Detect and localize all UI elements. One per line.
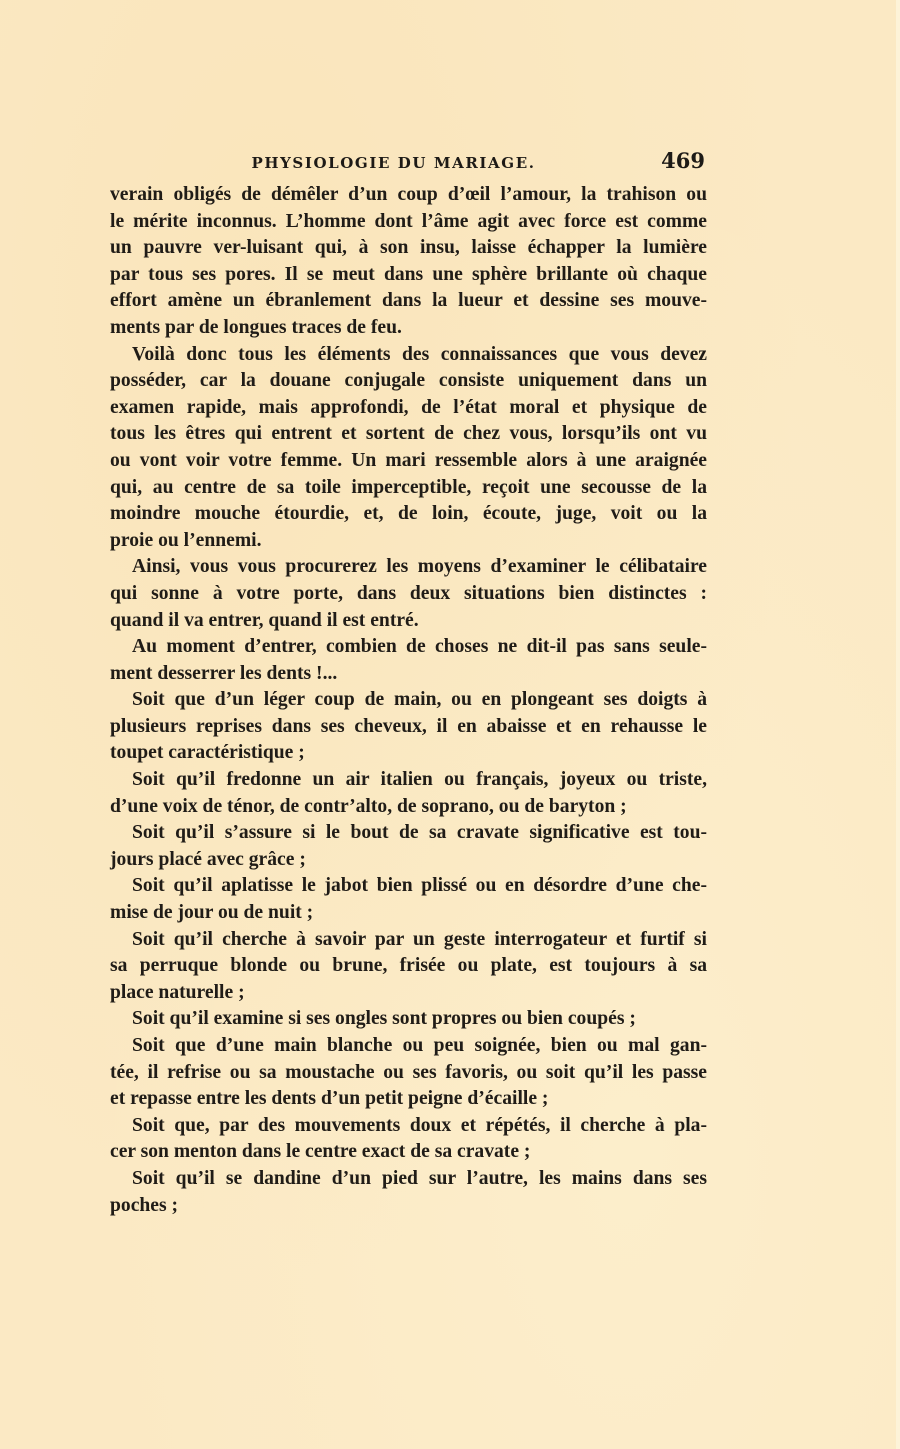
text-line: Au moment d’entrer, combien de choses ne dit-il pas sans seule- bbox=[132, 636, 707, 658]
text-line: sa perruque blonde ou brune, frisée ou plate, est toujours à sa bbox=[110, 955, 707, 977]
text-line: le mérite inconnus. L’homme dont l’âme agit avec force est comme bbox=[110, 210, 707, 232]
page-edge bbox=[896, 0, 900, 1449]
paragraph bbox=[110, 687, 707, 767]
paragraph bbox=[110, 1113, 707, 1166]
paragraph bbox=[110, 820, 707, 873]
running-title: PHYSIOLOGIE DU MARIAGE. bbox=[251, 154, 536, 172]
text-line: Soit qu’il cherche à savoir par un geste interrogateur et furtif si bbox=[132, 928, 707, 950]
text-line: place naturelle ; bbox=[110, 981, 245, 1003]
paragraph bbox=[110, 927, 707, 1007]
body-text bbox=[110, 182, 707, 1219]
text-line: quand il va entrer, quand il est entré. bbox=[110, 609, 419, 631]
text-line: un pauvre ver-luisant qui, à son insu, laisse échapper la lumière bbox=[110, 237, 707, 259]
text-line: mise de jour ou de nuit ; bbox=[110, 902, 314, 924]
text-line: Ainsi, vous vous procurerez les moyens d’examiner le célibataire bbox=[132, 556, 707, 578]
text-line: plusieurs reprises dans ses cheveux, il en abaisse et en rehausse le bbox=[110, 715, 707, 737]
text-line: Soit qu’il aplatisse le jabot bien plissé ou en désordre d’une che- bbox=[132, 875, 707, 897]
text-line: Soit que d’une main blanche ou peu soignée, bien ou mal gan- bbox=[132, 1035, 707, 1056]
text-line: Soit qu’il fredonne un air italien ou français, joyeux ou triste, bbox=[132, 769, 707, 791]
text-line: verain obligés de démêler d’un coup d’œil l’amour, la trahison ou bbox=[110, 184, 707, 205]
text-line: toupet caractéristique ; bbox=[110, 742, 305, 764]
page-number: 469 bbox=[661, 148, 705, 173]
text-line: effort amène un ébranlement dans la lueur et dessine ses mouve- bbox=[110, 290, 707, 312]
text-line: ment desserrer les dents !... bbox=[110, 662, 338, 684]
paragraph bbox=[110, 554, 707, 634]
text-line: par tous ses pores. Il se meut dans une sphère brillante où chaque bbox=[110, 263, 707, 285]
text-line: ou vont voir votre femme. Un mari ressemble alors à une araignée bbox=[110, 449, 707, 471]
text-line: et repasse entre les dents d’un petit peigne d’écaille ; bbox=[110, 1088, 549, 1110]
text-line: Voilà donc tous les éléments des connaissances que vous devez bbox=[132, 343, 707, 365]
paragraph bbox=[110, 1006, 707, 1033]
text-line: proie ou l’ennemi. bbox=[110, 529, 262, 551]
running-header bbox=[110, 150, 707, 176]
paragraph bbox=[110, 1166, 707, 1219]
paragraph bbox=[110, 634, 707, 687]
text-line: jours placé avec grâce ; bbox=[110, 848, 306, 870]
text-line: Soit que d’un léger coup de main, ou en plongeant ses doigts à bbox=[132, 689, 707, 711]
paragraph bbox=[110, 342, 707, 555]
paragraph bbox=[110, 767, 707, 820]
paragraph bbox=[110, 182, 707, 342]
text-line: cer son menton dans le centre exact de sa cravate ; bbox=[110, 1141, 531, 1163]
paragraph bbox=[110, 1033, 707, 1113]
text-line: Soit qu’il se dandine d’un pied sur l’autre, les mains dans ses bbox=[132, 1167, 707, 1189]
text-line: ments par de longues traces de feu. bbox=[110, 316, 402, 338]
text-line: posséder, car la douane conjugale consiste uniquement dans un bbox=[110, 370, 707, 392]
paragraph bbox=[110, 873, 707, 926]
text-line: Soit que, par des mouvements doux et répétés, il cherche à pla- bbox=[132, 1114, 707, 1136]
text-line: tous les êtres qui entrent et sortent de chez vous, lorsqu’ils ont vu bbox=[110, 423, 707, 445]
text-line: moindre mouche étourdie, et, de loin, écoute, juge, voit ou la bbox=[110, 503, 707, 525]
text-line: Soit qu’il examine si ses ongles sont propres ou bien coupés ; bbox=[132, 1008, 636, 1030]
text-line: tée, il refrise ou sa moustache ou ses favoris, ou soit qu’il les passe bbox=[110, 1061, 707, 1083]
text-line: Soit qu’il s’assure si le bout de sa cravate significative est tou- bbox=[132, 822, 707, 844]
text-line: examen rapide, mais approfondi, de l’état moral et physique de bbox=[110, 396, 707, 418]
text-line: qui sonne à votre porte, dans deux situations bien distinctes : bbox=[110, 582, 707, 604]
text-line: poches ; bbox=[110, 1194, 179, 1216]
text-line: qui, au centre de sa toile imperceptible, reçoit une secousse de la bbox=[110, 476, 707, 498]
text-line: d’une voix de ténor, de contr’alto, de soprano, ou de baryton ; bbox=[110, 795, 627, 817]
